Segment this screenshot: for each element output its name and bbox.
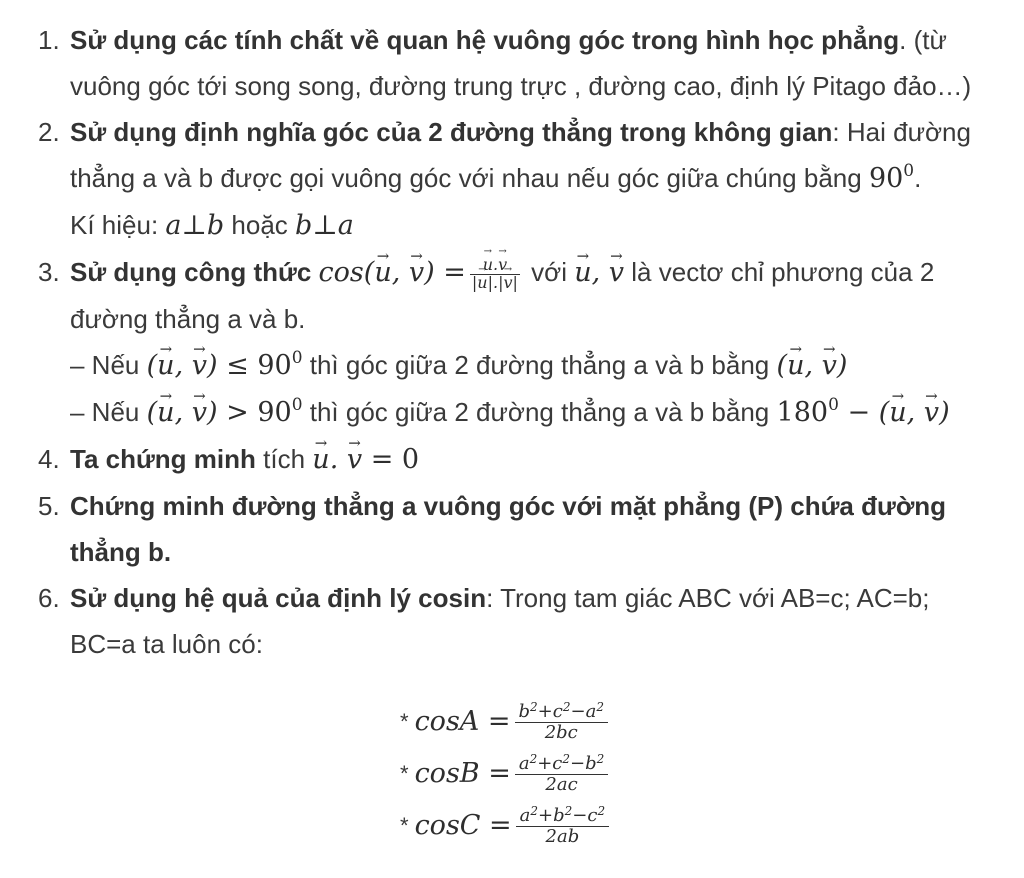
fraction-numerator: $a^2+c^2-b^2$ — [518, 751, 605, 774]
angle-90-math: $90^0$ — [868, 161, 915, 194]
list-item-3: 3. Sử dụng công thức cos(→ u, → v) = → $\frac{u.\to v}{|\to u|.|\to v|}$ với → u, → v là vectơ chỉ phương của 2 đường thẳng a và b. — [0, 249, 1024, 342]
item-number: 1. — [38, 25, 60, 55]
list-item-6: 6. Sử dụng hệ quả của định lý cosin: Trong tam giác ABC với AB=c; AC=b; BC=a ta luôn có: — [0, 575, 1024, 667]
cos-formula-fraction: → $\frac{u.\to v}{|\to u|.|\to v|}$ — [470, 257, 520, 292]
formula-cosA: * cosA = $\frac{b^2+c^2-a^2}{2bc}$ — [400, 696, 605, 748]
case-2: – Nếu (→ u, → $v) > 90^0$ thì góc giữa 2 đường thẳng a và b bằng $180^0$ − (→ u, → v) — [0, 389, 1024, 436]
item-text: vuông góc tới song song, đường trung trực , đường cao, định lý Pitago đảo…) — [70, 71, 972, 101]
fraction-denominator: 2bc — [515, 722, 608, 743]
method-list — [0, 17, 1024, 667]
list-item-4: 4. Ta chứng minh tích → u. → v = 0 — [0, 436, 1024, 483]
case2-result: $180^0$ − (→ u, → v) — [777, 397, 950, 428]
item-number: 4. — [38, 444, 60, 474]
cos-formula-lhs: cos(→ u, → v) = — [319, 257, 466, 288]
item-heading: Sử dụng định nghĩa góc của 2 đường thẳng trong không gian — [70, 117, 833, 147]
fraction-denominator: 2ab — [516, 826, 609, 847]
item-number: 2. — [38, 117, 60, 147]
list-item-1: 1. Sử dụng các tính chất về quan hệ vuông góc trong hình học phẳng. (từ vuông góc tới song song, đường trung trực , đường cao, định lý Pitago đảo…) — [0, 17, 1024, 109]
item-text: BC=a ta luôn có: — [70, 629, 263, 659]
case2-condition: (→ u, → $v) > 90^0$ — [147, 397, 303, 428]
formula-cosC: * cosC = $\frac{a^2+b^2-c^2}{2ab}$ — [400, 800, 605, 852]
perp-notation-1: a⊥b — [165, 210, 225, 241]
item-heading: Chứng minh đường thẳng a vuông góc với mặt phẳng (P) chứa đường — [70, 491, 947, 521]
fraction-denominator: 2ac — [515, 774, 608, 795]
formula-cosB: * cosB = $\frac{a^2+c^2-b^2}{2ac}$ — [400, 748, 605, 800]
item-text: thẳng a và b được gọi vuông góc với nhau nếu góc giữa chúng bằng — [70, 163, 862, 193]
case-1: – Nếu (→ u, → $v) \le 90^0$ thì góc giữa 2 đường thẳng a và b bằng (→ u, → v) — [0, 342, 1024, 389]
cosine-formulas — [400, 696, 605, 852]
item-number: 5. — [38, 491, 60, 521]
item-number: 3. — [38, 257, 60, 287]
item-number: 6. — [38, 583, 60, 613]
fraction-numerator: $a^2+b^2-c^2$ — [519, 803, 606, 826]
item-heading: Sử dụng hệ quả của định lý cosin — [70, 583, 487, 613]
case1-condition: (→ u, → $v) \le 90^0$ — [147, 350, 303, 381]
fraction-numerator: $b^2+c^2-a^2$ — [518, 699, 604, 722]
vector-uv: → u, → v — [574, 257, 624, 288]
list-item-5: 5. Chứng minh đường thẳng a vuông góc với mặt phẳng (P) chứa đường thẳng b. — [0, 483, 1024, 575]
perp-notation-2: b⊥a — [295, 210, 354, 241]
item-heading: Ta chứng minh — [70, 444, 256, 474]
item-heading: Sử dụng công thức — [70, 257, 312, 287]
dot-product-formula: → u. → v = 0 — [312, 444, 419, 475]
item-text: đường thẳng a và b. — [70, 304, 306, 334]
case1-result: (→ u, → v) — [777, 350, 848, 381]
item-heading: Sử dụng các tính chất về quan hệ vuông góc trong hình học phẳng — [70, 25, 900, 55]
list-item-2: 2. Sử dụng định nghĩa góc của 2 đường thẳng trong không gian: Hai đường thẳng a và b được gọi vuông góc với nhau nếu góc giữa chúng bằng $90^0$. Kí hiệu: a⊥b hoặc b⊥a — [0, 109, 1024, 249]
